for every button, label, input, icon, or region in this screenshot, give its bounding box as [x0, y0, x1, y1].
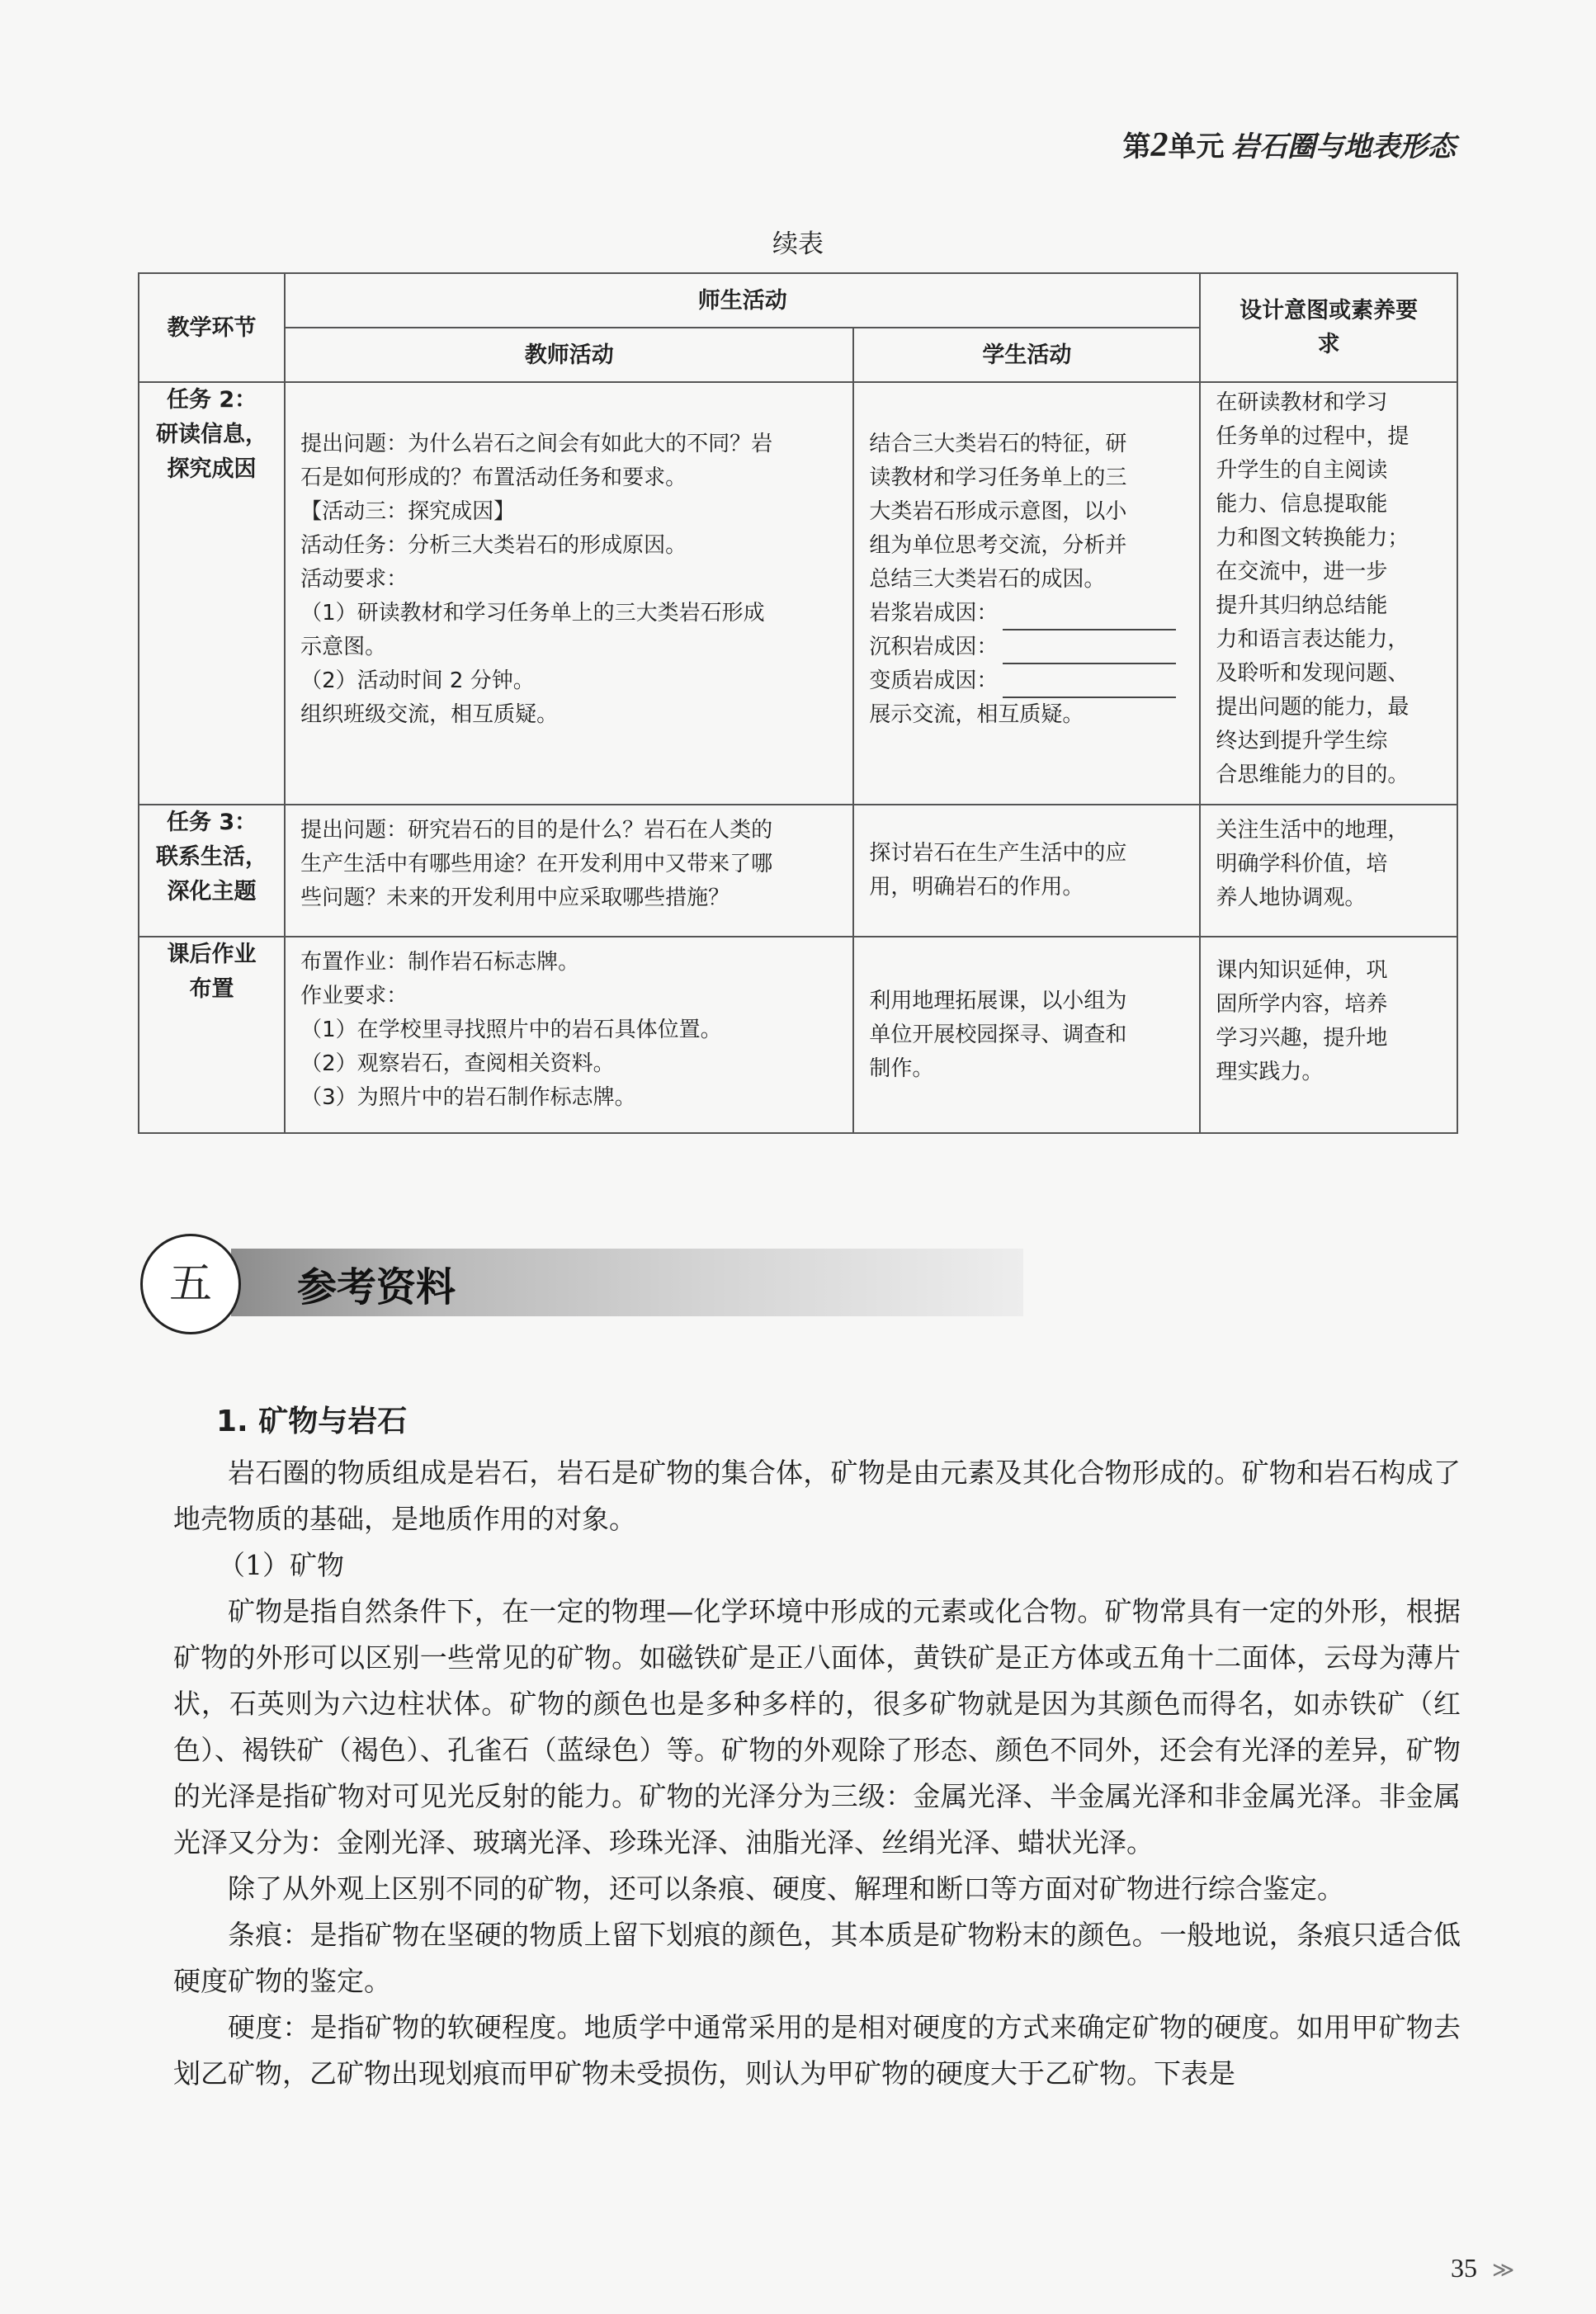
unit-prefix: 第: [1122, 132, 1151, 163]
paragraph: 条痕：是指矿物在坚硬的物质上留下划痕的颜色，其本质是矿物粉末的颜色。一般地说，条痕只适合低硬度矿物的鉴定。: [173, 1919, 1461, 1997]
student-line: 组为单位思考交流，分析并: [869, 533, 1127, 558]
design-line: 关注生活中的地理，: [1216, 818, 1409, 843]
running-header: [1123, 124, 1457, 165]
stage-cell: [139, 382, 285, 805]
teacher-line: 提出问题：研究岩石的目的是什么？岩石在人类的: [300, 818, 773, 843]
section-title: 参考资料: [297, 1264, 456, 1310]
teacher-line: 布置作业：制作岩石标志牌。: [300, 950, 580, 975]
reference-text: [173, 1399, 1461, 2097]
paragraph: 除了从外观上区别不同的矿物，还可以条痕、硬度、解理和断口等方面对矿物进行综合鉴定。: [228, 1872, 1344, 1905]
header-stage: 教学环节: [139, 273, 285, 382]
stage-cell: [139, 805, 285, 937]
design-line: 力和语言表达能力，: [1216, 627, 1409, 652]
design-line: 提升其归纳总结能: [1216, 593, 1388, 618]
teacher-line: （2）观察岩石，查阅相关资料。: [300, 1051, 615, 1076]
design-line: 课内知识延伸，巩: [1216, 958, 1388, 983]
teacher-line: 【活动三：探究成因】: [300, 499, 516, 524]
fill-in-blank[interactable]: [1003, 675, 1176, 698]
student-cell: [853, 382, 1200, 805]
stage-line: 课后作业: [167, 942, 257, 967]
stage-line: 深化主题: [167, 879, 257, 904]
design-line: 在交流中，进一步: [1216, 560, 1388, 584]
teacher-cell: [285, 805, 853, 937]
student-line: 用，明确岩石的作用。: [869, 875, 1084, 900]
design-line: 固所学内容，培养: [1216, 992, 1388, 1017]
header-design-line2: 求: [1317, 332, 1340, 357]
student-line: 探讨岩石在生产生活中的应: [869, 841, 1127, 866]
design-line: 升学生的自主阅读: [1216, 458, 1388, 483]
teacher-cell: [285, 937, 853, 1133]
teacher-line: 作业要求：: [300, 984, 408, 1008]
blank-magmatic: 岩浆岩成因：: [869, 597, 1184, 630]
teacher-line: 生产生活中有哪些用途？在开发利用中又带来了哪: [300, 852, 773, 876]
header-design: [1200, 273, 1457, 382]
paragraph: 岩石圈的物质组成是岩石，岩石是矿物的集合体，矿物是由元素及其化合物形成的。矿物和岩石构成了地壳物质的基础，是地质作用的对象。: [173, 1457, 1461, 1535]
student-cell: [853, 805, 1200, 937]
design-cell: [1200, 382, 1457, 805]
header-activity: 师生活动: [285, 273, 1200, 328]
teacher-line: （1）在学校里寻找照片中的岩石具体位置。: [300, 1018, 722, 1042]
paragraph: 矿物是指自然条件下，在一定的物理—化学环境中形成的元素或化合物。矿物常具有一定的外形，根据矿物的外形可以区别一些常见的矿物。如磁铁矿是正八面体，黄铁矿是正方体或五角十二面体，云母为薄片状，石英则为六边柱状体。矿物的颜色也是多种多样的，很多矿物就是因为其颜色而得名，如赤铁矿（红色）、褐铁矿（褐色）、孔雀石（蓝绿色）等。矿物的外观除了形态、颜色不同外，还会有光泽的差异，矿物的光泽是指矿物对可见光反射的能力。矿物的光泽分为三级：金属光泽、半金属光泽和非金属光泽。非金属光泽又分为：金刚光泽、玻璃光泽、珍珠光泽、油脂光泽、丝绢光泽、蜡状光泽。: [173, 1595, 1461, 1858]
student-line: 结合三大类岩石的特征，研: [869, 432, 1127, 456]
lesson-table: [138, 272, 1458, 1134]
stage-line: 联系生活，: [156, 844, 268, 870]
student-line: 利用地理拓展课，以小组为: [869, 988, 1127, 1013]
stage-cell: [139, 937, 285, 1133]
section-number: 五: [140, 1234, 241, 1334]
stage-line: 任务 3：: [166, 810, 257, 835]
design-line: 在研读教材和学习: [1216, 390, 1388, 415]
unit-suffix: 单元: [1168, 132, 1225, 163]
header-teacher: 教师活动: [285, 328, 853, 382]
sub-subheading: （1）矿物: [218, 1549, 344, 1581]
teacher-line: （1）研读教材和学习任务单上的三大类岩石形成: [300, 601, 765, 626]
fill-in-blank[interactable]: [1003, 641, 1176, 664]
stage-line: 布置: [189, 976, 234, 1002]
design-line: 学习兴趣，提升地: [1216, 1026, 1388, 1051]
table-row: [139, 937, 1457, 1133]
unit-number: 2: [1150, 126, 1169, 164]
teacher-line: 石是如何形成的？布置活动任务和要求。: [300, 465, 687, 490]
student-line: 大类岩石形成示意图，以小: [869, 499, 1127, 524]
design-line: 任务单的过程中，提: [1216, 424, 1409, 449]
student-cell: [853, 937, 1200, 1133]
design-line: 提出问题的能力，最: [1216, 695, 1409, 720]
blank-sedimentary: 沉积岩成因：: [869, 630, 1184, 664]
teacher-line: 些问题？未来的开发利用中应采取哪些措施？: [300, 885, 730, 910]
design-line: 养人地协调观。: [1216, 885, 1367, 910]
student-line: 总结三大类岩石的成因。: [869, 567, 1106, 592]
student-line: 读教材和学习任务单上的三: [869, 465, 1127, 490]
teacher-line: （3）为照片中的岩石制作标志牌。: [300, 1085, 636, 1110]
stage-line: 任务 2：: [166, 387, 257, 413]
page-number: 35: [1451, 2253, 1477, 2283]
teacher-cell: [285, 382, 853, 805]
student-line: 制作。: [869, 1055, 934, 1081]
subheading: 1. 矿物与岩石: [216, 1405, 408, 1438]
teacher-line: 活动任务：分析三大类岩石的形成原因。: [300, 533, 687, 558]
design-line: 明确学科价值，培: [1216, 852, 1388, 876]
fill-in-blank[interactable]: [1003, 607, 1176, 630]
table-caption: 续表: [772, 229, 824, 259]
design-line: 理实践力。: [1216, 1060, 1324, 1084]
unit-title: 岩石圈与地表形态: [1231, 132, 1456, 163]
design-line: 终达到提升学生综: [1216, 729, 1388, 753]
teacher-line: （2）活动时间 2 分钟。: [300, 668, 535, 693]
paragraph: 硬度：是指矿物的软硬程度。地质学中通常采用的是相对硬度的方式来确定矿物的硬度。如用甲矿物去划乙矿物，乙矿物出现划痕而甲矿物未受损伤，则认为甲矿物的硬度大于乙矿物。下表是: [173, 2011, 1461, 2090]
student-line: 展示交流，相互质疑。: [869, 702, 1084, 727]
stage-line: 研读信息，: [156, 422, 268, 447]
blank-metamorphic: 变质岩成因：: [869, 664, 1184, 698]
teacher-line: 示意图。: [300, 635, 387, 659]
table-row: [139, 382, 1457, 805]
stage-line: 探究成因: [167, 456, 257, 482]
header-design-line1: 设计意图或素养要: [1239, 298, 1419, 323]
section-heading: [140, 1234, 1023, 1341]
design-line: 力和图文转换能力；: [1216, 526, 1409, 550]
teacher-line: 提出问题：为什么岩石之间会有如此大的不同？岩: [300, 432, 773, 456]
design-line: 合思维能力的目的。: [1216, 763, 1409, 787]
header-student: 学生活动: [853, 328, 1200, 382]
teacher-line: 活动要求：: [300, 567, 408, 592]
design-cell: [1200, 937, 1457, 1133]
design-line: 能力、信息提取能: [1216, 492, 1388, 517]
page-arrow-icon: ≫: [1492, 2258, 1515, 2283]
student-line: 单位开展校园探寻、调查和: [869, 1022, 1127, 1047]
design-line: 及聆听和发现问题、: [1216, 661, 1409, 686]
teacher-line: 组织班级交流，相互质疑。: [300, 702, 559, 727]
design-cell: [1200, 805, 1457, 937]
table-row: [139, 805, 1457, 937]
